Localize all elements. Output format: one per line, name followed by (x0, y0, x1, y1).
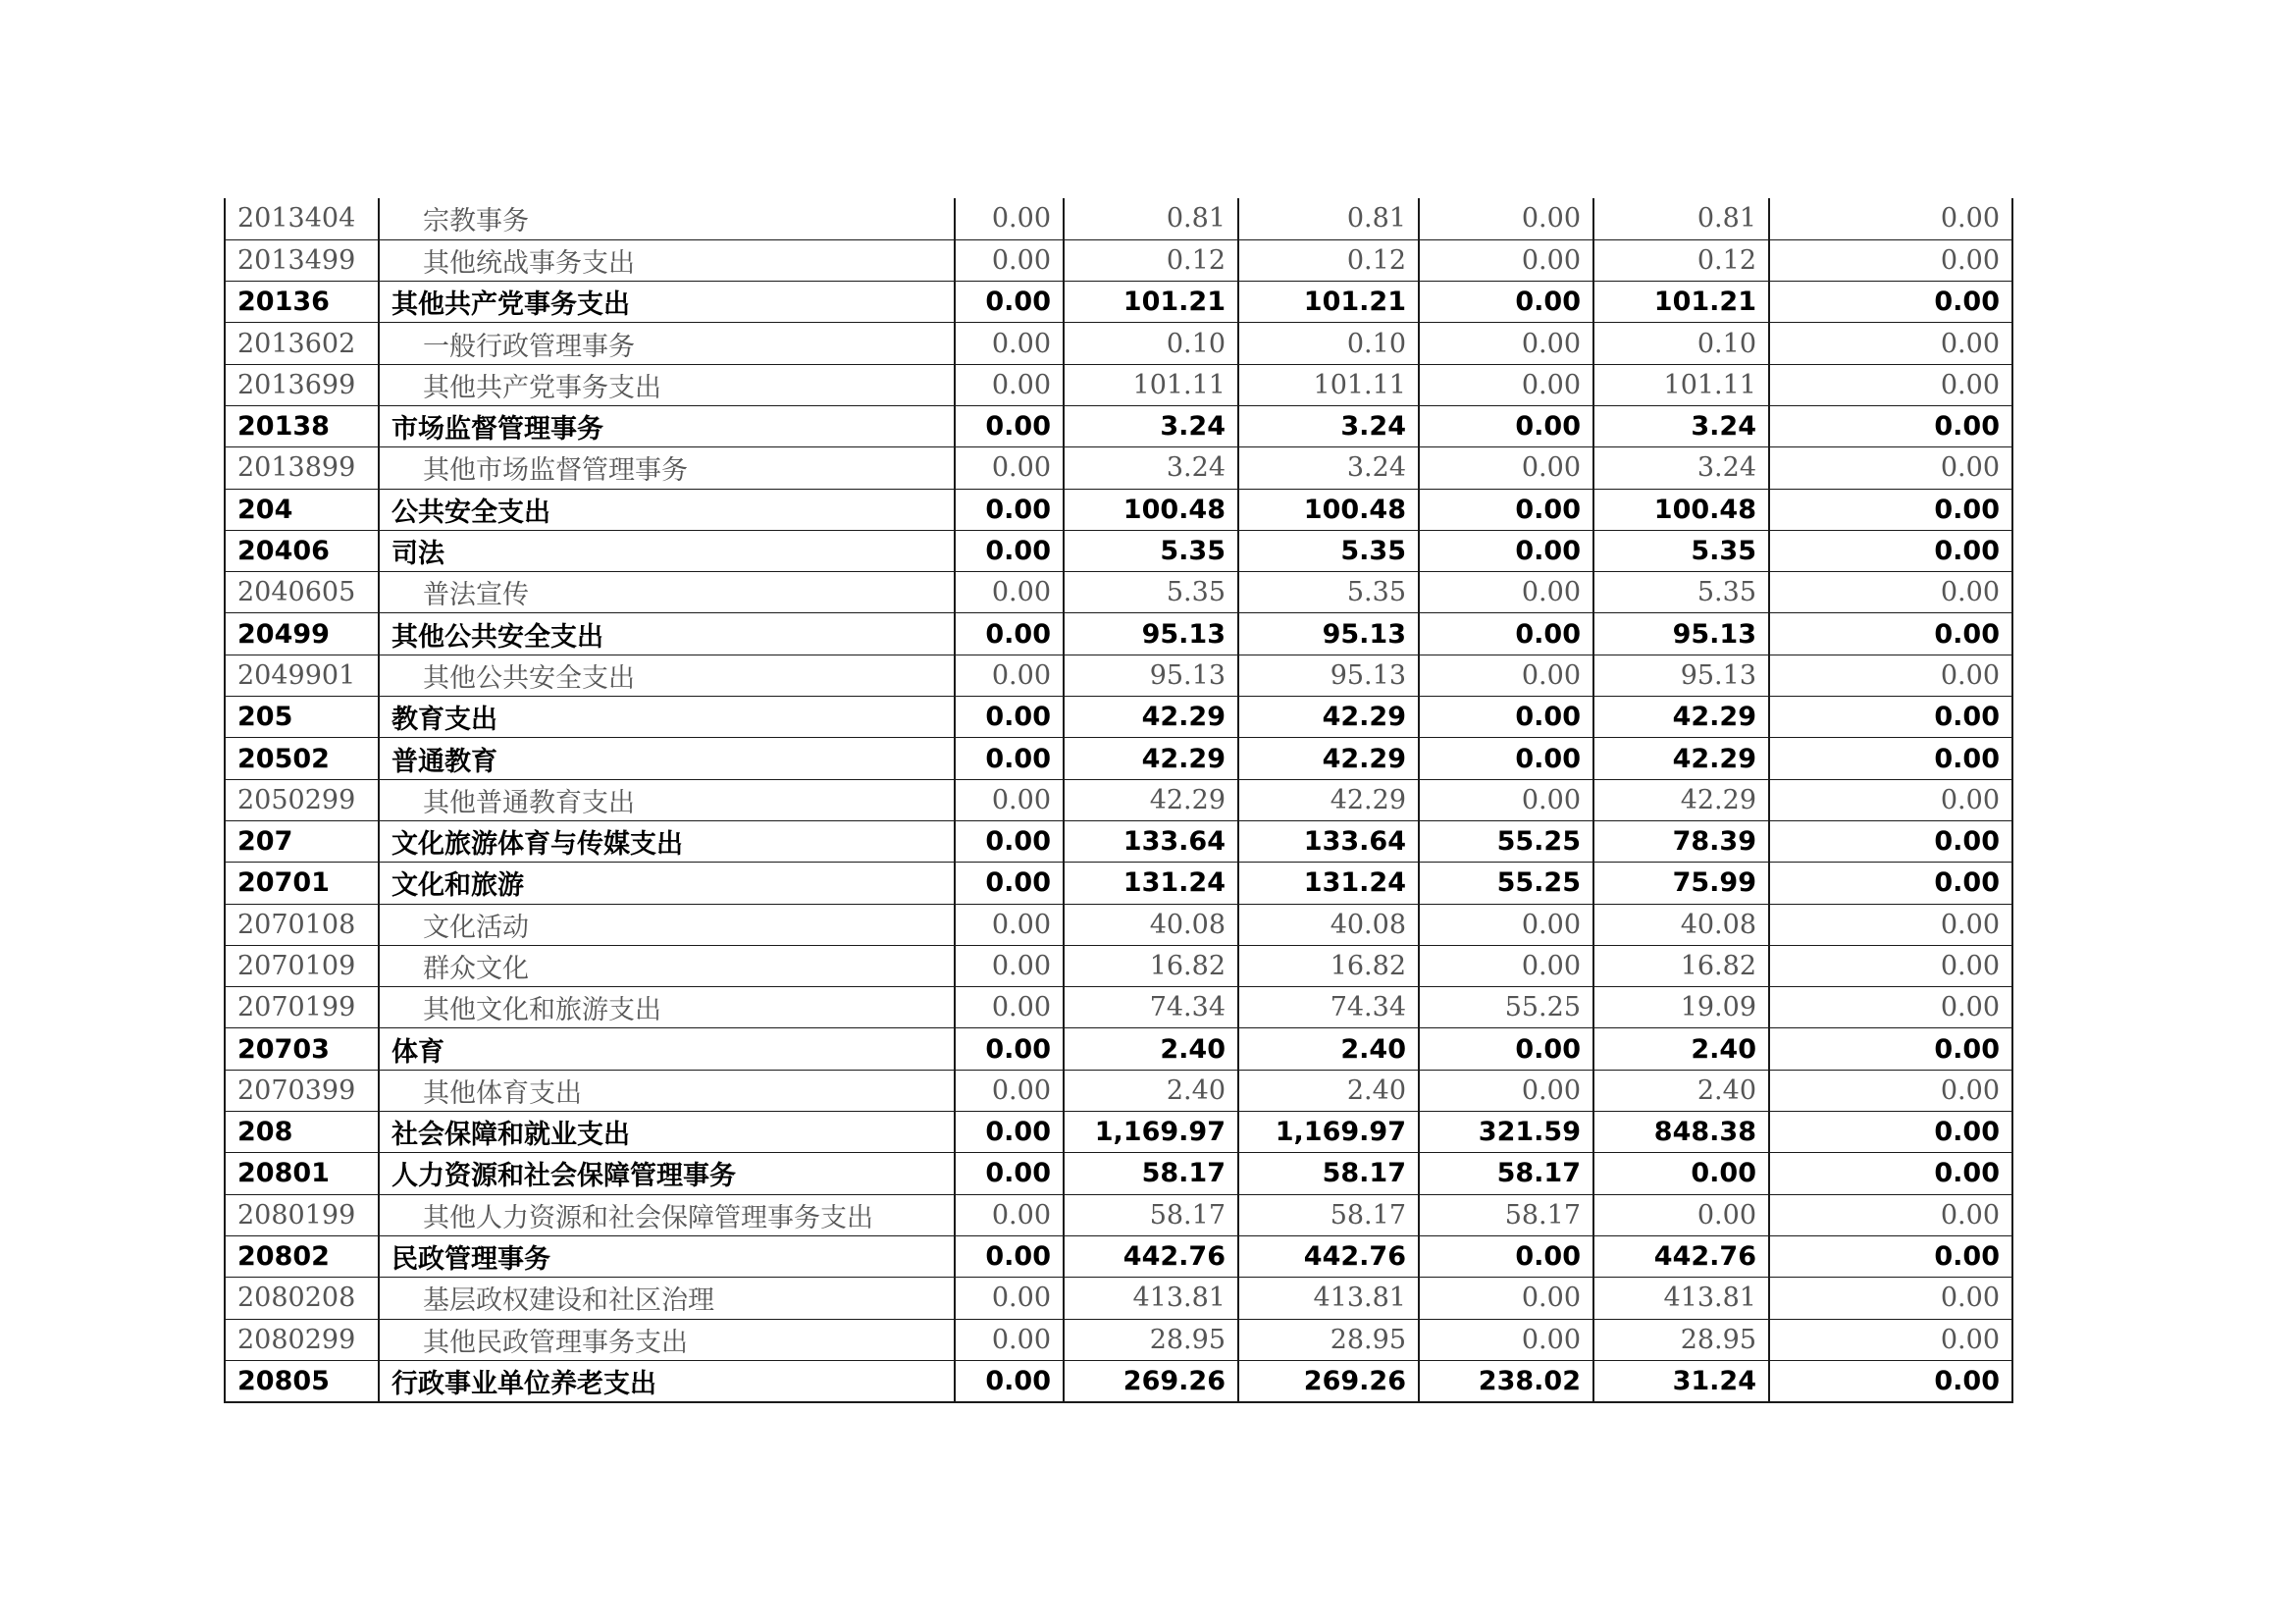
subject-code-cell: 2080199 (225, 1194, 379, 1235)
value-cell-col5: 5.35 (1593, 572, 1769, 613)
value-cell-col4: 55.25 (1419, 820, 1593, 862)
value-cell-col4: 0.00 (1419, 904, 1593, 945)
subject-name-cell: 其他市场监督管理事务 (379, 447, 955, 489)
subject-name-cell: 其他人力资源和社会保障管理事务支出 (379, 1194, 955, 1235)
subject-code-cell: 2070108 (225, 904, 379, 945)
subject-name-cell: 社会保障和就业支出 (379, 1112, 955, 1153)
value-cell-col6: 0.00 (1769, 779, 2012, 820)
value-cell-col6: 0.00 (1769, 1319, 2012, 1360)
value-cell-col4: 0.00 (1419, 530, 1593, 571)
subject-name-cell: 普通教育 (379, 738, 955, 779)
value-cell-col3: 28.95 (1238, 1319, 1419, 1360)
value-cell-col2: 3.24 (1064, 405, 1238, 446)
value-cell-col2: 101.11 (1064, 364, 1238, 405)
table-row (225, 198, 2012, 239)
value-cell-col2: 0.10 (1064, 323, 1238, 364)
subject-name-cell: 其他文化和旅游支出 (379, 987, 955, 1028)
value-cell-col4: 0.00 (1419, 447, 1593, 489)
value-cell-col4: 0.00 (1419, 405, 1593, 446)
table-row (225, 613, 2012, 655)
value-cell-col4: 0.00 (1419, 198, 1593, 239)
value-cell-col6: 0.00 (1769, 863, 2012, 904)
value-cell-col1: 0.00 (955, 1319, 1064, 1360)
value-cell-col6: 0.00 (1769, 1070, 2012, 1111)
value-cell-col3: 442.76 (1238, 1235, 1419, 1277)
table-row (225, 1028, 2012, 1070)
table-row (225, 820, 2012, 862)
subject-code-cell: 20805 (225, 1360, 379, 1401)
subject-code-cell: 20502 (225, 738, 379, 779)
value-cell-col3: 1,169.97 (1238, 1112, 1419, 1153)
value-cell-col3: 100.48 (1238, 489, 1419, 530)
value-cell-col4: 0.00 (1419, 1070, 1593, 1111)
subject-code-cell: 2040605 (225, 572, 379, 613)
value-cell-col5: 42.29 (1593, 697, 1769, 738)
subject-code-cell: 20406 (225, 530, 379, 571)
value-cell-col2: 28.95 (1064, 1319, 1238, 1360)
value-cell-col3: 40.08 (1238, 904, 1419, 945)
table-row (225, 904, 2012, 945)
value-cell-col4: 0.00 (1419, 323, 1593, 364)
value-cell-col3: 58.17 (1238, 1194, 1419, 1235)
subject-name-cell: 人力资源和社会保障管理事务 (379, 1153, 955, 1194)
subject-code-cell: 2070109 (225, 945, 379, 986)
value-cell-col2: 58.17 (1064, 1194, 1238, 1235)
value-cell-col5: 413.81 (1593, 1278, 1769, 1319)
subject-code-cell: 20801 (225, 1153, 379, 1194)
subject-name-cell: 文化活动 (379, 904, 955, 945)
value-cell-col5: 848.38 (1593, 1112, 1769, 1153)
value-cell-col2: 42.29 (1064, 738, 1238, 779)
subject-name-cell: 其他共产党事务支出 (379, 282, 955, 323)
value-cell-col5: 75.99 (1593, 863, 1769, 904)
subject-name-cell: 其他统战事务支出 (379, 239, 955, 281)
value-cell-col1: 0.00 (955, 1194, 1064, 1235)
value-cell-col2: 5.35 (1064, 572, 1238, 613)
value-cell-col6: 0.00 (1769, 1278, 2012, 1319)
value-cell-col4: 0.00 (1419, 697, 1593, 738)
table-row (225, 1319, 2012, 1360)
value-cell-col6: 0.00 (1769, 198, 2012, 239)
value-cell-col4: 0.00 (1419, 779, 1593, 820)
value-cell-col3: 3.24 (1238, 447, 1419, 489)
value-cell-col6: 0.00 (1769, 904, 2012, 945)
value-cell-col3: 95.13 (1238, 613, 1419, 655)
value-cell-col1: 0.00 (955, 239, 1064, 281)
value-cell-col4: 0.00 (1419, 239, 1593, 281)
subject-name-cell: 其他体育支出 (379, 1070, 955, 1111)
value-cell-col6: 0.00 (1769, 613, 2012, 655)
value-cell-col5: 42.29 (1593, 779, 1769, 820)
value-cell-col6: 0.00 (1769, 738, 2012, 779)
value-cell-col4: 0.00 (1419, 1235, 1593, 1277)
table-row (225, 1070, 2012, 1111)
value-cell-col6: 0.00 (1769, 697, 2012, 738)
value-cell-col2: 269.26 (1064, 1360, 1238, 1401)
subject-name-cell: 基层政权建设和社区治理 (379, 1278, 955, 1319)
value-cell-col5: 16.82 (1593, 945, 1769, 986)
subject-code-cell: 2013899 (225, 447, 379, 489)
value-cell-col1: 0.00 (955, 820, 1064, 862)
table-row (225, 987, 2012, 1028)
value-cell-col6: 0.00 (1769, 1360, 2012, 1401)
table-row (225, 323, 2012, 364)
value-cell-col4: 55.25 (1419, 987, 1593, 1028)
value-cell-col4: 0.00 (1419, 738, 1593, 779)
subject-code-cell: 2070199 (225, 987, 379, 1028)
table-row (225, 1112, 2012, 1153)
subject-code-cell: 20703 (225, 1028, 379, 1070)
value-cell-col5: 3.24 (1593, 447, 1769, 489)
value-cell-col5: 31.24 (1593, 1360, 1769, 1401)
value-cell-col4: 55.25 (1419, 863, 1593, 904)
value-cell-col3: 5.35 (1238, 530, 1419, 571)
table-row (225, 863, 2012, 904)
value-cell-col3: 131.24 (1238, 863, 1419, 904)
value-cell-col1: 0.00 (955, 987, 1064, 1028)
value-cell-col2: 3.24 (1064, 447, 1238, 489)
value-cell-col6: 0.00 (1769, 655, 2012, 696)
value-cell-col5: 95.13 (1593, 655, 1769, 696)
value-cell-col1: 0.00 (955, 572, 1064, 613)
value-cell-col4: 0.00 (1419, 1319, 1593, 1360)
table-row (225, 282, 2012, 323)
value-cell-col4: 321.59 (1419, 1112, 1593, 1153)
subject-code-cell: 2013699 (225, 364, 379, 405)
value-cell-col2: 131.24 (1064, 863, 1238, 904)
subject-code-cell: 2050299 (225, 779, 379, 820)
subject-code-cell: 207 (225, 820, 379, 862)
value-cell-col4: 0.00 (1419, 613, 1593, 655)
value-cell-col1: 0.00 (955, 282, 1064, 323)
table-row (225, 447, 2012, 489)
table-row (225, 738, 2012, 779)
value-cell-col1: 0.00 (955, 1235, 1064, 1277)
value-cell-col3: 16.82 (1238, 945, 1419, 986)
value-cell-col6: 0.00 (1769, 239, 2012, 281)
value-cell-col1: 0.00 (955, 738, 1064, 779)
table-row (225, 489, 2012, 530)
value-cell-col5: 40.08 (1593, 904, 1769, 945)
value-cell-col5: 0.12 (1593, 239, 1769, 281)
value-cell-col1: 0.00 (955, 530, 1064, 571)
value-cell-col6: 0.00 (1769, 364, 2012, 405)
value-cell-col2: 2.40 (1064, 1028, 1238, 1070)
value-cell-col3: 0.12 (1238, 239, 1419, 281)
value-cell-col5: 3.24 (1593, 405, 1769, 446)
value-cell-col2: 40.08 (1064, 904, 1238, 945)
value-cell-col6: 0.00 (1769, 1028, 2012, 1070)
table-row (225, 239, 2012, 281)
value-cell-col1: 0.00 (955, 1028, 1064, 1070)
value-cell-col3: 42.29 (1238, 779, 1419, 820)
value-cell-col2: 0.81 (1064, 198, 1238, 239)
value-cell-col1: 0.00 (955, 1278, 1064, 1319)
subject-code-cell: 2013404 (225, 198, 379, 239)
value-cell-col6: 0.00 (1769, 323, 2012, 364)
subject-code-cell: 20138 (225, 405, 379, 446)
table-row (225, 405, 2012, 446)
subject-code-cell: 20499 (225, 613, 379, 655)
value-cell-col3: 133.64 (1238, 820, 1419, 862)
subject-name-cell: 公共安全支出 (379, 489, 955, 530)
value-cell-col1: 0.00 (955, 904, 1064, 945)
subject-name-cell: 行政事业单位养老支出 (379, 1360, 955, 1401)
value-cell-col1: 0.00 (955, 447, 1064, 489)
value-cell-col4: 58.17 (1419, 1194, 1593, 1235)
table-row (225, 697, 2012, 738)
value-cell-col2: 95.13 (1064, 655, 1238, 696)
subject-name-cell: 文化和旅游 (379, 863, 955, 904)
value-cell-col5: 0.00 (1593, 1194, 1769, 1235)
value-cell-col5: 2.40 (1593, 1028, 1769, 1070)
table-row (225, 1153, 2012, 1194)
table-row (225, 655, 2012, 696)
value-cell-col5: 100.48 (1593, 489, 1769, 530)
subject-name-cell: 群众文化 (379, 945, 955, 986)
subject-code-cell: 20136 (225, 282, 379, 323)
subject-code-cell: 2080299 (225, 1319, 379, 1360)
table-row (225, 530, 2012, 571)
value-cell-col6: 0.00 (1769, 1153, 2012, 1194)
value-cell-col1: 0.00 (955, 1112, 1064, 1153)
value-cell-col4: 58.17 (1419, 1153, 1593, 1194)
value-cell-col2: 16.82 (1064, 945, 1238, 986)
value-cell-col1: 0.00 (955, 405, 1064, 446)
value-cell-col3: 413.81 (1238, 1278, 1419, 1319)
value-cell-col2: 413.81 (1064, 1278, 1238, 1319)
value-cell-col3: 5.35 (1238, 572, 1419, 613)
value-cell-col1: 0.00 (955, 863, 1064, 904)
value-cell-col2: 1,169.97 (1064, 1112, 1238, 1153)
value-cell-col3: 95.13 (1238, 655, 1419, 696)
value-cell-col6: 0.00 (1769, 1112, 2012, 1153)
value-cell-col5: 78.39 (1593, 820, 1769, 862)
value-cell-col3: 2.40 (1238, 1070, 1419, 1111)
subject-code-cell: 20701 (225, 863, 379, 904)
value-cell-col1: 0.00 (955, 613, 1064, 655)
value-cell-col3: 269.26 (1238, 1360, 1419, 1401)
subject-name-cell: 其他公共安全支出 (379, 613, 955, 655)
value-cell-col1: 0.00 (955, 364, 1064, 405)
value-cell-col5: 42.29 (1593, 738, 1769, 779)
value-cell-col2: 0.12 (1064, 239, 1238, 281)
value-cell-col2: 2.40 (1064, 1070, 1238, 1111)
value-cell-col6: 0.00 (1769, 1194, 2012, 1235)
value-cell-col6: 0.00 (1769, 405, 2012, 446)
subject-code-cell: 2080208 (225, 1278, 379, 1319)
subject-code-cell: 208 (225, 1112, 379, 1153)
subject-name-cell: 一般行政管理事务 (379, 323, 955, 364)
value-cell-col6: 0.00 (1769, 447, 2012, 489)
table-row (225, 1194, 2012, 1235)
value-cell-col5: 5.35 (1593, 530, 1769, 571)
subject-code-cell: 2070399 (225, 1070, 379, 1111)
value-cell-col5: 101.11 (1593, 364, 1769, 405)
value-cell-col2: 100.48 (1064, 489, 1238, 530)
subject-name-cell: 教育支出 (379, 697, 955, 738)
subject-name-cell: 司法 (379, 530, 955, 571)
value-cell-col1: 0.00 (955, 1153, 1064, 1194)
value-cell-col5: 95.13 (1593, 613, 1769, 655)
value-cell-col3: 2.40 (1238, 1028, 1419, 1070)
value-cell-col1: 0.00 (955, 323, 1064, 364)
subject-code-cell: 20802 (225, 1235, 379, 1277)
value-cell-col2: 101.21 (1064, 282, 1238, 323)
value-cell-col6: 0.00 (1769, 572, 2012, 613)
value-cell-col6: 0.00 (1769, 282, 2012, 323)
value-cell-col2: 58.17 (1064, 1153, 1238, 1194)
value-cell-col3: 101.21 (1238, 282, 1419, 323)
value-cell-col5: 0.10 (1593, 323, 1769, 364)
subject-name-cell: 宗教事务 (379, 198, 955, 239)
value-cell-col5: 0.81 (1593, 198, 1769, 239)
value-cell-col2: 5.35 (1064, 530, 1238, 571)
value-cell-col2: 74.34 (1064, 987, 1238, 1028)
table-row (225, 1360, 2012, 1401)
value-cell-col6: 0.00 (1769, 1235, 2012, 1277)
table-row (225, 945, 2012, 986)
value-cell-col4: 0.00 (1419, 655, 1593, 696)
value-cell-col3: 42.29 (1238, 697, 1419, 738)
table-row (225, 1235, 2012, 1277)
value-cell-col2: 42.29 (1064, 779, 1238, 820)
value-cell-col3: 42.29 (1238, 738, 1419, 779)
value-cell-col2: 42.29 (1064, 697, 1238, 738)
value-cell-col3: 0.81 (1238, 198, 1419, 239)
table-row (225, 779, 2012, 820)
value-cell-col1: 0.00 (955, 198, 1064, 239)
subject-name-cell: 体育 (379, 1028, 955, 1070)
value-cell-col1: 0.00 (955, 655, 1064, 696)
value-cell-col4: 0.00 (1419, 489, 1593, 530)
value-cell-col3: 58.17 (1238, 1153, 1419, 1194)
value-cell-col3: 3.24 (1238, 405, 1419, 446)
value-cell-col5: 0.00 (1593, 1153, 1769, 1194)
value-cell-col1: 0.00 (955, 697, 1064, 738)
subject-code-cell: 2049901 (225, 655, 379, 696)
value-cell-col5: 442.76 (1593, 1235, 1769, 1277)
subject-name-cell: 民政管理事务 (379, 1235, 955, 1277)
value-cell-col2: 95.13 (1064, 613, 1238, 655)
value-cell-col6: 0.00 (1769, 489, 2012, 530)
value-cell-col5: 101.21 (1593, 282, 1769, 323)
value-cell-col1: 0.00 (955, 1360, 1064, 1401)
value-cell-col4: 0.00 (1419, 572, 1593, 613)
subject-name-cell: 其他民政管理事务支出 (379, 1319, 955, 1360)
value-cell-col4: 0.00 (1419, 1278, 1593, 1319)
subject-name-cell: 市场监督管理事务 (379, 405, 955, 446)
value-cell-col4: 0.00 (1419, 364, 1593, 405)
value-cell-col6: 0.00 (1769, 987, 2012, 1028)
value-cell-col3: 74.34 (1238, 987, 1419, 1028)
value-cell-col4: 238.02 (1419, 1360, 1593, 1401)
subject-name-cell: 普法宣传 (379, 572, 955, 613)
value-cell-col5: 19.09 (1593, 987, 1769, 1028)
subject-name-cell: 其他共产党事务支出 (379, 364, 955, 405)
table-row (225, 572, 2012, 613)
subject-name-cell: 文化旅游体育与传媒支出 (379, 820, 955, 862)
value-cell-col2: 442.76 (1064, 1235, 1238, 1277)
value-cell-col1: 0.00 (955, 779, 1064, 820)
value-cell-col4: 0.00 (1419, 1028, 1593, 1070)
subject-code-cell: 2013602 (225, 323, 379, 364)
value-cell-col2: 133.64 (1064, 820, 1238, 862)
subject-code-cell: 204 (225, 489, 379, 530)
subject-name-cell: 其他普通教育支出 (379, 779, 955, 820)
subject-name-cell: 其他公共安全支出 (379, 655, 955, 696)
value-cell-col4: 0.00 (1419, 282, 1593, 323)
value-cell-col6: 0.00 (1769, 945, 2012, 986)
value-cell-col4: 0.00 (1419, 945, 1593, 986)
table-row (225, 1278, 2012, 1319)
subject-code-cell: 205 (225, 697, 379, 738)
value-cell-col3: 0.10 (1238, 323, 1419, 364)
table-row (225, 364, 2012, 405)
value-cell-col1: 0.00 (955, 1070, 1064, 1111)
value-cell-col3: 101.11 (1238, 364, 1419, 405)
budget-expenditure-table (224, 198, 2013, 1403)
value-cell-col1: 0.00 (955, 945, 1064, 986)
value-cell-col5: 28.95 (1593, 1319, 1769, 1360)
value-cell-col6: 0.00 (1769, 820, 2012, 862)
value-cell-col5: 2.40 (1593, 1070, 1769, 1111)
value-cell-col6: 0.00 (1769, 530, 2012, 571)
subject-code-cell: 2013499 (225, 239, 379, 281)
table-body (225, 198, 2012, 1402)
value-cell-col1: 0.00 (955, 489, 1064, 530)
